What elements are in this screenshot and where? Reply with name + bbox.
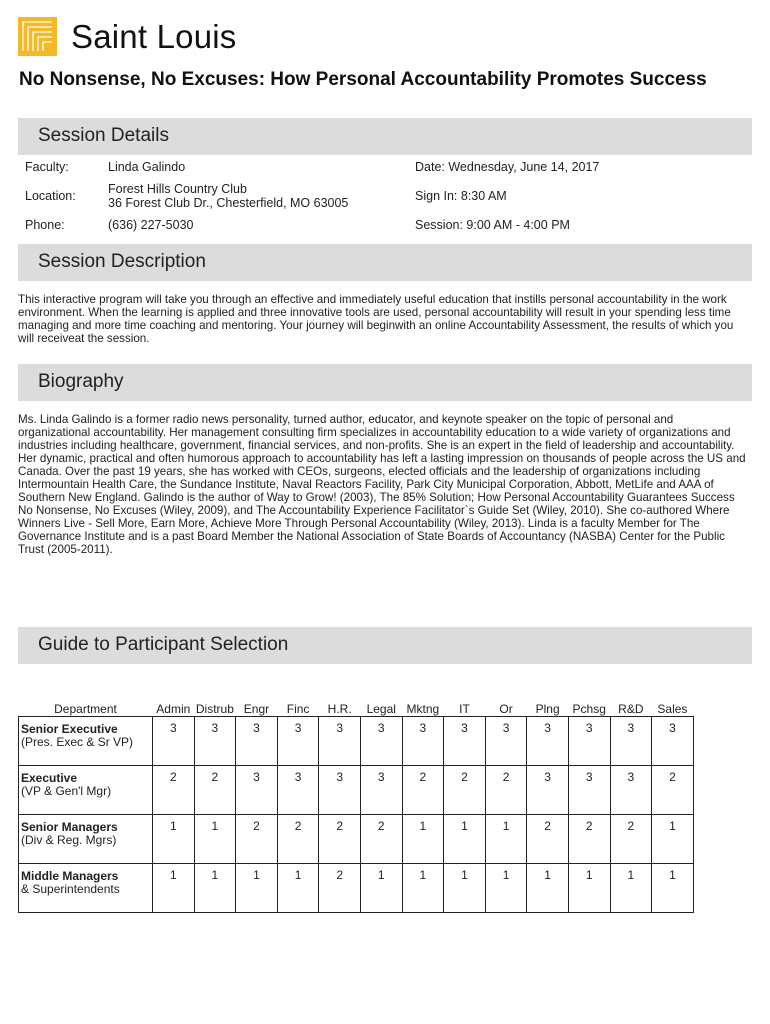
location-label: Location: xyxy=(25,189,76,203)
rating-cell: 3 xyxy=(444,716,486,765)
rating-cell: 2 xyxy=(652,765,694,814)
rating-cell: 3 xyxy=(236,765,278,814)
rating-cell: 3 xyxy=(194,716,236,765)
rating-cell: 1 xyxy=(277,863,319,912)
department-cell xyxy=(19,814,153,863)
rating-cell: 3 xyxy=(610,765,652,814)
rating-cell: 1 xyxy=(568,863,610,912)
rating-cell: 1 xyxy=(402,814,444,863)
column-header-department: Department xyxy=(54,701,117,716)
column-header: Finc xyxy=(286,701,310,716)
column-header: Pchsg xyxy=(572,701,606,716)
section-header-session-description xyxy=(18,244,752,281)
rating-cell: 1 xyxy=(652,863,694,912)
department-name: Senior Executive xyxy=(21,721,118,736)
rating-cell: 3 xyxy=(153,716,195,765)
table-header-row xyxy=(19,700,694,716)
section-header-biography xyxy=(18,364,752,401)
session-date: Date: Wednesday, June 14, 2017 xyxy=(415,160,600,174)
session-description-text: This interactive program will take you through an effective and immediately useful education that instills personal accountability in the work environment. When the learning is applied and three innovative tools are used, personal accountability will result in your spending less time managing and more time coaching and mentoring. Your journey will beginwith an online Accountability Assessment, the results of which you will receiveat the session. xyxy=(18,293,734,345)
table-row xyxy=(19,863,694,912)
faculty-value: Linda Galindo xyxy=(108,160,186,174)
rating-cell: 2 xyxy=(319,863,361,912)
rating-cell: 2 xyxy=(485,765,527,814)
rating-cell: 2 xyxy=(444,765,486,814)
stacked-squares-logo xyxy=(18,17,57,56)
rating-cell: 2 xyxy=(360,814,402,863)
rating-cell: 1 xyxy=(485,863,527,912)
rating-cell: 1 xyxy=(360,863,402,912)
rating-cell: 3 xyxy=(610,716,652,765)
phone-value: (636) 227-5030 xyxy=(108,218,194,232)
column-header: Or xyxy=(499,701,513,716)
section-title: Session Details xyxy=(38,125,169,146)
department-cell xyxy=(19,716,153,765)
rating-cell: 1 xyxy=(444,863,486,912)
column-header: IT xyxy=(459,701,470,716)
rating-cell: 1 xyxy=(236,863,278,912)
rating-cell: 3 xyxy=(236,716,278,765)
department-subtitle: (Div & Reg. Mgrs) xyxy=(21,832,117,847)
table-row xyxy=(19,716,694,765)
column-header: R&D xyxy=(618,701,644,716)
phone-label: Phone: xyxy=(25,218,65,232)
rating-cell: 2 xyxy=(153,765,195,814)
table-row xyxy=(19,814,694,863)
rating-cell: 1 xyxy=(402,863,444,912)
rating-cell: 1 xyxy=(485,814,527,863)
department-cell xyxy=(19,863,153,912)
department-name: Senior Managers xyxy=(21,819,118,834)
section-title: Biography xyxy=(38,371,124,392)
department-name: Middle Managers xyxy=(21,868,119,883)
rating-cell: 3 xyxy=(319,716,361,765)
rating-cell: 2 xyxy=(194,765,236,814)
rating-cell: 2 xyxy=(527,814,569,863)
column-header: Mktng xyxy=(406,701,440,716)
rating-cell: 3 xyxy=(277,765,319,814)
rating-cell: 3 xyxy=(485,716,527,765)
rating-cell: 2 xyxy=(277,814,319,863)
department-cell xyxy=(19,765,153,814)
rating-cell: 2 xyxy=(236,814,278,863)
rating-cell: 1 xyxy=(153,863,195,912)
department-subtitle: (Pres. Exec & Sr VP) xyxy=(21,734,134,749)
rating-cell: 3 xyxy=(360,716,402,765)
section-title: Session Description xyxy=(38,251,206,272)
column-header: Admin xyxy=(156,701,191,716)
sign-in-time: Sign In: 8:30 AM xyxy=(415,189,507,203)
rating-cell: 1 xyxy=(194,863,236,912)
rating-cell: 3 xyxy=(568,765,610,814)
biography-text: Ms. Linda Galindo is a former radio news personality, turned author, educator, and keynote speaker on the topic of personal and organizational accountability. Her management consulting firm specializes in accountability education to a wide variety of organizations and industries including healthcare, government, financial services, and non-profits. She is an expert in the field of leadership and accountability. Her dynamic, practical and often humorous approach to accountability has left a lasting impression on thousands of people across the US and Canada. Over the past 19 years, she has worked with CEOs, surgeons, elected officials and the leadership of organizations including Intermountain Health Care, the Sundance Institute, Naval Reactors Facility, Park City Municipal Corporation, Abbott, MetLife and AAA of Southern New England. Galindo is the author of Way to Grow! (2003), The 85% Solution; How Personal Accountability Guarantees Success No Nonsense, No Excuses (Wiley, 2009), and The Accountability Experience Facilitator`s Guide Set (Wiley, 2010). She co-authored Where Winners Live - Sell More, Earn More, Achieve More Through Personal Accountability (Wiley, 2013). Linda is a faculty Member for The Governance Institute and is a past Board Member the National Association of State Boards of Accountancy (NASBA) Center for the Public Trust (2005-2011). xyxy=(18,413,746,556)
session-time: Session: 9:00 AM - 4:00 PM xyxy=(415,218,570,232)
rating-cell: 1 xyxy=(194,814,236,863)
rating-cell: 2 xyxy=(610,814,652,863)
location-venue: Forest Hills Country Club xyxy=(108,182,247,196)
section-header-session-details xyxy=(18,118,752,155)
column-header: Distrub xyxy=(195,701,234,716)
faculty-label: Faculty: xyxy=(25,160,69,174)
column-header: Legal xyxy=(366,701,396,716)
rating-cell: 1 xyxy=(610,863,652,912)
rating-cell: 2 xyxy=(319,814,361,863)
column-header: Plng xyxy=(535,701,560,716)
rating-cell: 3 xyxy=(360,765,402,814)
department-subtitle: (VP & Gen'l Mgr) xyxy=(21,783,112,798)
column-header: Sales xyxy=(657,701,688,716)
department-subtitle: & Superintendents xyxy=(21,881,120,896)
rating-cell: 2 xyxy=(568,814,610,863)
column-header: H.R. xyxy=(327,701,352,716)
rating-cell: 3 xyxy=(402,716,444,765)
rating-cell: 1 xyxy=(153,814,195,863)
department-name: Executive xyxy=(21,770,78,785)
rating-cell: 1 xyxy=(527,863,569,912)
section-title: Guide to Participant Selection xyxy=(38,634,289,655)
rating-cell: 3 xyxy=(652,716,694,765)
rating-cell: 3 xyxy=(277,716,319,765)
brand-name: Saint Louis xyxy=(71,18,237,55)
participant-selection-table xyxy=(18,700,694,913)
section-header-guide xyxy=(18,627,752,664)
rating-cell: 3 xyxy=(319,765,361,814)
rating-cell: 3 xyxy=(527,765,569,814)
table-row xyxy=(19,765,694,814)
rating-cell: 1 xyxy=(444,814,486,863)
location-address: 36 Forest Club Dr., Chesterfield, MO 63005 xyxy=(108,196,349,210)
rating-cell: 1 xyxy=(652,814,694,863)
column-header: Engr xyxy=(243,701,270,716)
rating-cell: 2 xyxy=(402,765,444,814)
page-title: No Nonsense, No Excuses: How Personal Accountability Promotes Success xyxy=(19,69,707,90)
rating-cell: 3 xyxy=(568,716,610,765)
rating-cell: 3 xyxy=(527,716,569,765)
